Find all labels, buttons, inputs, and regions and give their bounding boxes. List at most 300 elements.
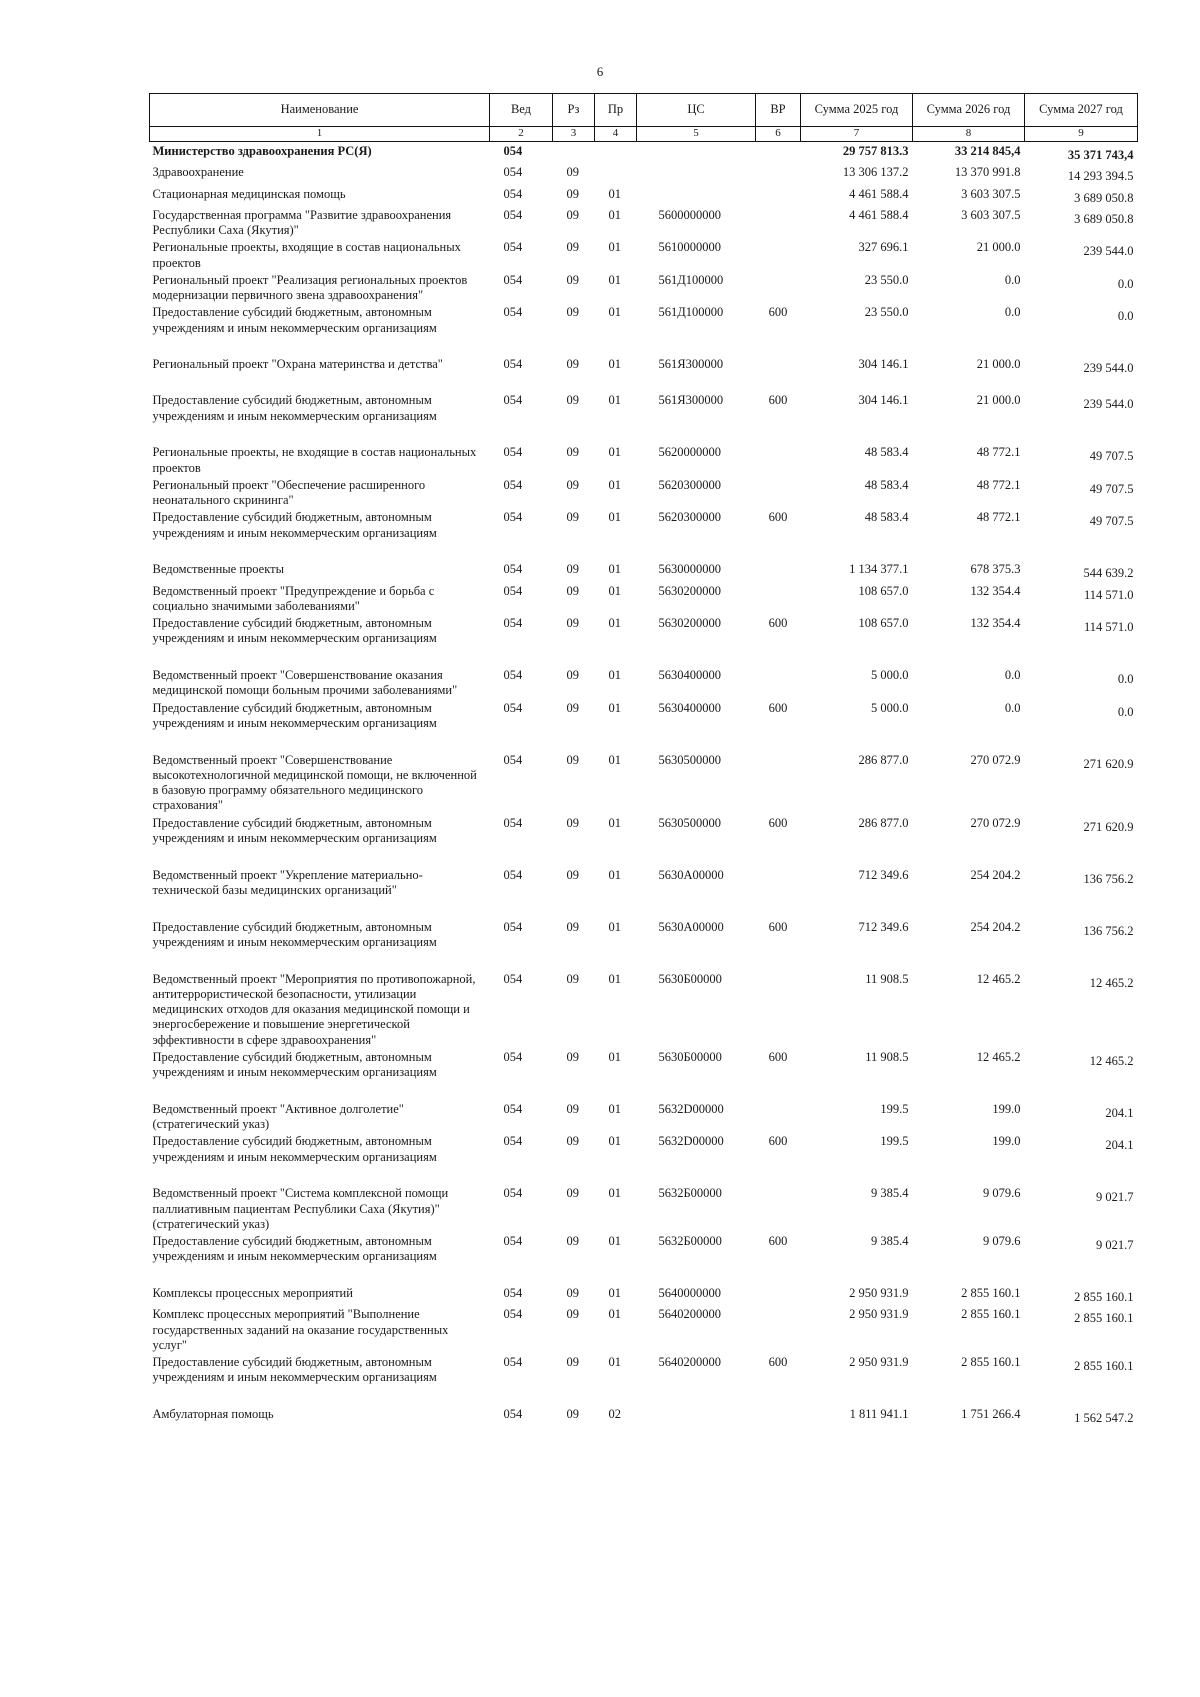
table-row	[150, 1305, 1138, 1353]
row-ved-cell: 054	[503, 1134, 523, 1149]
row-sum-2026-cell: 199.0	[992, 1101, 1021, 1116]
row-sum-2027-cell: 0.0	[1117, 672, 1134, 686]
row-sum-2027-cell: 9 021.7	[1096, 1238, 1134, 1252]
row-vr-cell: 600	[768, 393, 788, 408]
row-vr-cell	[756, 666, 801, 699]
table-row	[150, 142, 1138, 164]
column-number: 6	[756, 127, 801, 142]
row-name-cell: Ведомственный проект "Предупреждение и борьба с социально значимыми заболеваниями"	[152, 583, 435, 613]
row-ved-cell: 054	[503, 752, 523, 767]
row-rz-cell: 09	[566, 583, 579, 598]
row-sum-2025-cell: 48 583.4	[864, 477, 909, 492]
row-rz-cell: 09	[566, 240, 579, 255]
row-sum-2027-cell: 3 689 050.8	[1074, 211, 1134, 226]
column-header-ved: Вед	[490, 94, 553, 127]
row-name-cell: Предоставление субсидий бюджетным, автономным учреждениям и иным некоммерческим организациям	[152, 616, 437, 646]
row-cs-cell	[637, 142, 756, 164]
row-vr-cell	[756, 238, 801, 271]
row-sum-2025-cell: 29 757 813.3	[842, 144, 909, 158]
row-ved-cell: 054	[503, 1186, 523, 1201]
row-rz-cell: 09	[566, 919, 579, 934]
row-rz-cell: 09	[566, 616, 579, 630]
row-sum-2026-cell: 0.0	[1004, 272, 1021, 287]
row-name-cell: Ведомственный проект "Активное долголетие" (стратегический указ)	[152, 1101, 404, 1131]
row-pr-cell: 01	[608, 815, 621, 830]
row-sum-2027-cell: 114 571.0	[1083, 620, 1134, 634]
row-cs-cell: 5640200000	[658, 1307, 721, 1322]
row-sum-2027-cell: 49 707.5	[1089, 449, 1134, 464]
row-rz-cell: 09	[566, 562, 579, 577]
row-pr-cell: 01	[608, 668, 621, 682]
row-vr-cell	[756, 1305, 801, 1353]
row-pr-cell: 01	[608, 272, 621, 287]
row-pr-cell: 01	[608, 1134, 621, 1149]
row-sum-2025-cell: 48 583.4	[864, 510, 909, 525]
row-name-cell: Ведомственный проект "Совершенствование высокотехнологичной медицинской помощи, не включенной в базовую программу обязательного медицинского страхования"	[152, 752, 477, 813]
row-pr-cell: 01	[608, 1234, 621, 1248]
row-sum-2026-cell: 21 000.0	[976, 357, 1021, 372]
row-sum-2027-cell: 204.1	[1105, 1138, 1134, 1153]
row-sum-2025-cell: 2 950 931.9	[849, 1355, 909, 1369]
row-rz-cell: 09	[566, 867, 579, 882]
row-sum-2027-cell: 0.0	[1117, 704, 1134, 719]
row-pr-cell: 01	[608, 867, 621, 882]
row-ved-cell: 054	[503, 165, 523, 180]
row-rz-cell: 09	[566, 477, 579, 492]
row-name-cell: Предоставление субсидий бюджетным, автономным учреждениям и иным некоммерческим организациям	[152, 1134, 437, 1164]
row-cs-cell: 5630500000	[658, 815, 721, 830]
row-vr-cell: 600	[768, 1234, 788, 1248]
row-ved-cell: 054	[503, 1307, 523, 1322]
row-ved-cell: 054	[503, 700, 523, 715]
row-sum-2025-cell: 5 000.0	[871, 668, 909, 682]
row-name-cell: Комплекс процессных мероприятий "Выполнение государственных заданий на оказание государственных услуг"	[152, 1307, 449, 1352]
column-number: 9	[1025, 127, 1138, 142]
row-cs-cell: 5610000000	[658, 240, 721, 255]
row-cs-cell: 5630500000	[658, 752, 721, 767]
row-sum-2027-cell: 3 689 050.8	[1074, 190, 1134, 205]
row-sum-2026-cell: 2 855 160.1	[961, 1355, 1021, 1369]
row-ved-cell: 054	[503, 919, 523, 934]
row-cs-cell: 5620300000	[658, 510, 721, 525]
column-header-rz: Рз	[553, 94, 595, 127]
row-vr-cell	[756, 185, 801, 206]
row-sum-2026-cell: 678 375.3	[970, 562, 1021, 577]
table-row	[150, 443, 1138, 476]
row-sum-2026-cell: 1 751 266.4	[961, 1407, 1021, 1421]
row-sum-2026-cell: 3 603 307.5	[961, 207, 1021, 222]
row-ved-cell: 054	[503, 562, 523, 577]
row-sum-2027-cell: 271 620.9	[1083, 756, 1134, 771]
row-cs-cell: 5630000000	[658, 562, 721, 577]
column-header-cs: ЦС	[637, 94, 756, 127]
row-sum-2027-cell: 114 571.0	[1083, 587, 1134, 602]
row-sum-2027-cell: 0.0	[1117, 309, 1134, 324]
row-pr-cell: 01	[608, 562, 621, 577]
row-sum-2026-cell: 48 772.1	[976, 445, 1021, 460]
row-sum-2025-cell: 712 349.6	[858, 919, 909, 934]
row-pr-cell: 01	[608, 477, 621, 492]
row-pr-cell: 01	[608, 357, 621, 372]
row-rz-cell: 09	[566, 272, 579, 287]
row-cs-cell: 5630400000	[658, 700, 721, 715]
row-sum-2025-cell: 199.5	[880, 1101, 909, 1116]
row-sum-2025-cell: 13 306 137.2	[842, 165, 909, 180]
row-name-cell: Региональные проекты, не входящие в состав национальных проектов	[152, 445, 477, 475]
row-pr-cell	[595, 142, 637, 164]
table-row	[150, 271, 1138, 304]
row-sum-2026-cell: 2 855 160.1	[961, 1286, 1021, 1300]
table-row	[150, 699, 1138, 751]
row-pr-cell: 01	[608, 240, 621, 255]
row-cs-cell: 561Я300000	[658, 393, 724, 408]
row-pr-cell: 01	[608, 971, 621, 986]
row-rz-cell: 09	[566, 165, 579, 180]
row-sum-2025-cell: 11 908.5	[865, 971, 909, 986]
row-rz-cell: 09	[566, 1049, 579, 1064]
row-cs-cell: 5620300000	[658, 477, 721, 492]
row-sum-2026-cell: 21 000.0	[976, 240, 1021, 255]
table-row	[150, 206, 1138, 239]
row-vr-cell	[756, 443, 801, 476]
table-row	[150, 1184, 1138, 1232]
row-ved-cell: 054	[503, 1407, 523, 1421]
row-ved-cell: 054	[503, 272, 523, 287]
row-sum-2025-cell: 304 146.1	[858, 357, 909, 372]
row-pr-cell: 01	[608, 919, 621, 934]
table-row	[150, 666, 1138, 699]
row-pr-cell: 01	[608, 305, 621, 320]
table-row	[150, 970, 1138, 1048]
row-ved-cell: 054	[503, 305, 523, 320]
row-name-cell: Ведомственный проект "Система комплексной помощи паллиативным пациентам Республики Саха (Якутия)" (стратегический указ)	[152, 1186, 449, 1231]
row-sum-2026-cell: 0.0	[1004, 700, 1021, 715]
row-sum-2025-cell: 2 950 931.9	[849, 1286, 909, 1300]
row-vr-cell	[756, 1184, 801, 1232]
row-vr-cell	[756, 355, 801, 391]
table-row	[150, 1100, 1138, 1133]
row-name-cell: Предоставление субсидий бюджетным, автономным учреждениям и иным некоммерческим организациям	[152, 700, 437, 730]
row-ved-cell: 054	[503, 186, 523, 201]
row-sum-2027-cell: 2 855 160.1	[1074, 1359, 1134, 1373]
table-row	[150, 185, 1138, 206]
row-name-cell: Ведомственный проект "Совершенствование оказания медицинской помощи больным прочими заболеваниями"	[152, 668, 458, 698]
row-sum-2025-cell: 9 385.4	[871, 1186, 909, 1201]
column-header-vr: ВР	[756, 94, 801, 127]
row-sum-2026-cell: 199.0	[992, 1134, 1021, 1149]
table-row	[150, 1353, 1138, 1405]
row-vr-cell	[756, 142, 801, 164]
row-ved-cell: 054	[503, 1101, 523, 1116]
row-name-cell: Региональный проект "Обеспечение расширенного неонатального скрининга"	[152, 477, 426, 507]
row-vr-cell: 600	[768, 1134, 788, 1149]
row-sum-2027-cell: 204.1	[1105, 1105, 1134, 1120]
table-row	[150, 163, 1138, 184]
row-sum-2026-cell: 132 354.4	[970, 583, 1021, 598]
column-number: 3	[553, 127, 595, 142]
table-row	[150, 614, 1138, 666]
row-sum-2027-cell: 0.0	[1117, 276, 1134, 291]
row-name-cell: Ведомственные проекты	[152, 562, 285, 577]
row-sum-2025-cell: 4 461 588.4	[849, 207, 909, 222]
table-row	[150, 582, 1138, 615]
row-sum-2026-cell: 0.0	[1004, 668, 1021, 682]
row-ved-cell: 054	[503, 616, 523, 630]
row-ved-cell: 054	[503, 1234, 523, 1248]
row-cs-cell: 5632Б00000	[658, 1234, 722, 1248]
column-header-sum-2027: Сумма 2027 год	[1025, 94, 1138, 127]
table-row	[150, 476, 1138, 509]
row-vr-cell: 600	[768, 1355, 788, 1369]
row-sum-2026-cell: 0.0	[1004, 305, 1021, 320]
row-vr-cell: 600	[768, 616, 788, 630]
row-pr-cell: 01	[608, 1101, 621, 1116]
row-rz-cell: 09	[566, 1307, 579, 1322]
row-pr-cell: 01	[608, 752, 621, 767]
column-header-sum-2026: Сумма 2026 год	[913, 94, 1025, 127]
row-sum-2026-cell: 270 072.9	[970, 815, 1021, 830]
row-rz-cell: 09	[566, 1134, 579, 1149]
row-ved-cell: 054	[503, 144, 523, 158]
row-sum-2025-cell: 1 134 377.1	[849, 562, 909, 577]
row-pr-cell: 01	[608, 207, 621, 222]
row-sum-2026-cell: 33 214 845,4	[954, 144, 1021, 158]
row-vr-cell: 600	[768, 919, 788, 934]
row-name-cell: Стационарная медицинская помощь	[152, 186, 346, 201]
row-sum-2025-cell: 304 146.1	[858, 393, 909, 408]
row-sum-2027-cell: 35 371 743,4	[1067, 148, 1134, 162]
row-sum-2027-cell: 14 293 394.5	[1067, 169, 1134, 184]
table-row	[150, 1132, 1138, 1184]
row-sum-2026-cell: 9 079.6	[983, 1186, 1021, 1201]
row-name-cell: Региональный проект "Реализация региональных проектов модернизации первичного звена здравоохранения"	[152, 272, 468, 302]
row-cs-cell	[637, 1405, 756, 1426]
row-vr-cell: 600	[768, 305, 788, 320]
row-sum-2026-cell: 3 603 307.5	[961, 186, 1021, 201]
row-name-cell: Комплексы процессных мероприятий	[152, 1286, 353, 1300]
column-number: 7	[801, 127, 913, 142]
row-pr-cell: 01	[608, 510, 621, 525]
row-rz-cell: 09	[566, 1234, 579, 1248]
column-header-name: Наименование	[150, 94, 490, 127]
row-rz-cell: 09	[566, 393, 579, 408]
row-ved-cell: 054	[503, 207, 523, 222]
row-pr-cell: 01	[608, 1186, 621, 1201]
row-rz-cell: 09	[566, 510, 579, 525]
table-row	[150, 391, 1138, 443]
row-cs-cell: 5630200000	[658, 583, 721, 598]
row-ved-cell: 054	[503, 668, 523, 682]
row-vr-cell	[756, 206, 801, 239]
row-sum-2027-cell: 136 756.2	[1083, 923, 1134, 938]
row-name-cell: Предоставление субсидий бюджетным, автономным учреждениям и иным некоммерческим организациям	[152, 510, 437, 540]
row-vr-cell	[756, 970, 801, 1048]
row-rz-cell: 09	[566, 1101, 579, 1116]
table-header-row	[150, 94, 1138, 127]
row-cs-cell: 561Я300000	[658, 357, 724, 372]
table-row	[150, 303, 1138, 355]
table-row	[150, 355, 1138, 391]
budget-table	[149, 93, 1138, 1426]
row-sum-2027-cell: 2 855 160.1	[1074, 1311, 1134, 1326]
row-vr-cell	[756, 582, 801, 615]
row-sum-2027-cell: 12 465.2	[1089, 975, 1134, 990]
row-vr-cell	[756, 476, 801, 509]
column-number: 4	[595, 127, 637, 142]
row-sum-2026-cell: 2 855 160.1	[961, 1307, 1021, 1322]
row-sum-2026-cell: 132 354.4	[970, 616, 1021, 630]
row-name-cell: Предоставление субсидий бюджетным, автономным учреждениям и иным некоммерческим организациям	[152, 1355, 437, 1385]
row-rz-cell: 09	[566, 1186, 579, 1201]
row-sum-2025-cell: 199.5	[880, 1134, 909, 1149]
row-cs-cell: 5630Б00000	[658, 1049, 722, 1064]
row-sum-2025-cell: 5 000.0	[871, 700, 909, 715]
row-ved-cell: 054	[503, 240, 523, 255]
row-cs-cell	[637, 185, 756, 206]
table-row	[150, 918, 1138, 970]
row-sum-2025-cell: 108 657.0	[858, 616, 909, 630]
row-pr-cell: 01	[608, 393, 621, 408]
table-row	[150, 1048, 1138, 1100]
row-vr-cell: 600	[768, 1049, 788, 1064]
row-cs-cell	[637, 163, 756, 184]
row-sum-2027-cell: 1 562 547.2	[1074, 1411, 1134, 1425]
row-name-cell: Государственная программа "Развитие здравоохранения Республики Саха (Якутия)"	[152, 207, 452, 237]
row-pr-cell: 02	[608, 1407, 621, 1421]
table-row	[150, 560, 1138, 581]
row-sum-2025-cell: 1 811 941.1	[849, 1407, 909, 1421]
row-ved-cell: 054	[503, 1049, 523, 1064]
row-sum-2026-cell: 13 370 991.8	[954, 165, 1021, 180]
row-vr-cell: 600	[768, 815, 788, 830]
table-row	[150, 1405, 1138, 1426]
row-cs-cell: 561Д100000	[658, 305, 724, 320]
row-rz-cell: 09	[566, 186, 579, 201]
column-number-row	[150, 127, 1138, 142]
row-sum-2027-cell: 49 707.5	[1089, 481, 1134, 496]
row-sum-2027-cell: 2 855 160.1	[1074, 1290, 1134, 1304]
row-rz-cell	[553, 142, 595, 164]
row-cs-cell: 5632D00000	[658, 1101, 724, 1116]
row-name-cell: Амбулаторная помощь	[152, 1407, 274, 1421]
row-sum-2025-cell: 4 461 588.4	[849, 186, 909, 201]
row-cs-cell: 5620000000	[658, 445, 721, 460]
row-pr-cell: 01	[608, 445, 621, 460]
row-cs-cell: 5630А00000	[658, 919, 724, 934]
row-cs-cell: 5600000000	[658, 207, 721, 222]
row-name-cell: Региональные проекты, входящие в состав национальных проектов	[152, 240, 461, 270]
row-sum-2027-cell: 136 756.2	[1083, 871, 1134, 886]
row-vr-cell	[756, 163, 801, 184]
row-sum-2027-cell: 271 620.9	[1083, 819, 1134, 834]
row-name-cell: Ведомственный проект "Мероприятия по противопожарной, антитеррористической безопасности, утилизации медицинских отходов для оказания медицинской помощи и энергосбережение и повышение энергетической эффективности в сфере здравоохранения"	[152, 971, 476, 1047]
row-name-cell: Предоставление субсидий бюджетным, автономным учреждениям и иным некоммерческим организациям	[152, 815, 437, 845]
row-sum-2026-cell: 12 465.2	[976, 971, 1021, 986]
row-cs-cell: 5630400000	[658, 668, 721, 682]
row-vr-cell	[756, 1100, 801, 1133]
row-sum-2025-cell: 712 349.6	[858, 867, 909, 882]
row-cs-cell: 561Д100000	[658, 272, 724, 287]
row-vr-cell: 600	[768, 510, 788, 525]
row-rz-cell: 09	[566, 700, 579, 715]
row-vr-cell	[756, 751, 801, 814]
row-sum-2026-cell: 48 772.1	[976, 510, 1021, 525]
row-vr-cell	[756, 1284, 801, 1305]
row-sum-2025-cell: 9 385.4	[871, 1234, 909, 1248]
row-vr-cell	[756, 560, 801, 581]
row-sum-2026-cell: 12 465.2	[976, 1049, 1021, 1064]
row-pr-cell: 01	[608, 1355, 621, 1369]
row-ved-cell: 054	[503, 1355, 523, 1369]
row-cs-cell: 5640000000	[658, 1286, 721, 1300]
row-pr-cell: 01	[608, 1286, 621, 1300]
row-rz-cell: 09	[566, 1407, 579, 1421]
row-ved-cell: 054	[503, 477, 523, 492]
row-cs-cell: 5630Б00000	[658, 971, 722, 986]
row-ved-cell: 054	[503, 971, 523, 986]
table-row	[150, 814, 1138, 866]
row-sum-2025-cell: 23 550.0	[864, 305, 909, 320]
column-number: 2	[490, 127, 553, 142]
row-name-cell: Предоставление субсидий бюджетным, автономным учреждениям и иным некоммерческим организациям	[152, 1234, 437, 1264]
row-ved-cell: 054	[503, 867, 523, 882]
row-name-cell: Предоставление субсидий бюджетным, автономным учреждениям и иным некоммерческим организациям	[152, 1049, 437, 1079]
column-header-pr: Пр	[595, 94, 637, 127]
row-ved-cell: 054	[503, 583, 523, 598]
table-row	[150, 238, 1138, 271]
row-sum-2026-cell: 270 072.9	[970, 752, 1021, 767]
row-sum-2026-cell: 21 000.0	[976, 393, 1021, 408]
row-sum-2027-cell: 239 544.0	[1083, 244, 1134, 259]
row-cs-cell: 5632Б00000	[658, 1186, 722, 1201]
row-sum-2027-cell: 49 707.5	[1089, 514, 1134, 529]
column-number: 1	[150, 127, 490, 142]
table-body	[150, 142, 1138, 1427]
row-sum-2025-cell: 23 550.0	[864, 272, 909, 287]
row-pr-cell: 01	[608, 616, 621, 630]
row-sum-2025-cell: 108 657.0	[858, 583, 909, 598]
row-sum-2025-cell: 327 696.1	[858, 240, 909, 255]
row-pr-cell	[595, 163, 637, 184]
row-pr-cell: 01	[608, 583, 621, 598]
row-cs-cell: 5632D00000	[658, 1134, 724, 1149]
row-sum-2025-cell: 286 877.0	[858, 815, 909, 830]
table-row	[150, 508, 1138, 560]
row-rz-cell: 09	[566, 357, 579, 372]
row-sum-2025-cell: 286 877.0	[858, 752, 909, 767]
row-sum-2027-cell: 9 021.7	[1096, 1190, 1134, 1205]
row-sum-2025-cell: 11 908.5	[865, 1049, 909, 1064]
row-ved-cell: 054	[503, 815, 523, 830]
row-ved-cell: 054	[503, 445, 523, 460]
row-name-cell: Региональный проект "Охрана материнства и детства"	[152, 357, 443, 372]
row-ved-cell: 054	[503, 1286, 523, 1300]
row-rz-cell: 09	[566, 1355, 579, 1369]
row-sum-2027-cell: 239 544.0	[1083, 361, 1134, 376]
row-pr-cell: 01	[608, 1307, 621, 1322]
row-vr-cell	[756, 866, 801, 918]
row-cs-cell: 5640200000	[658, 1355, 721, 1369]
row-vr-cell	[756, 1405, 801, 1426]
row-sum-2025-cell: 48 583.4	[864, 445, 909, 460]
row-ved-cell: 054	[503, 510, 523, 525]
row-name-cell: Предоставление субсидий бюджетным, автономным учреждениям и иным некоммерческим организациям	[152, 393, 437, 423]
row-rz-cell: 09	[566, 752, 579, 767]
row-sum-2027-cell: 544 639.2	[1083, 566, 1134, 581]
row-sum-2026-cell: 9 079.6	[983, 1234, 1021, 1248]
row-sum-2026-cell: 48 772.1	[976, 477, 1021, 492]
row-name-cell: Ведомственный проект "Укрепление материально-технической базы медицинских организаций"	[152, 867, 423, 897]
